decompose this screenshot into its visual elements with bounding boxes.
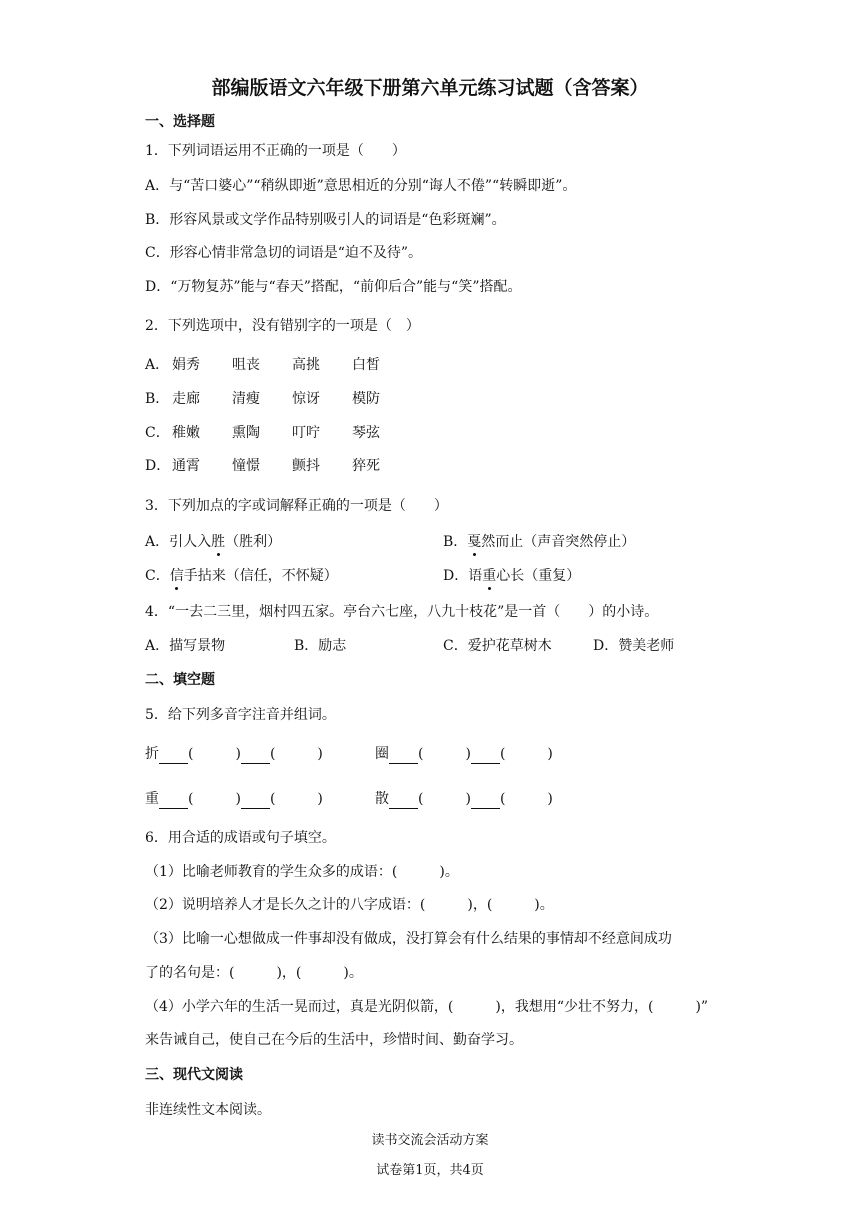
option-word: 猝死 xyxy=(352,458,380,474)
reading-intro: 非连续性文本阅读。 xyxy=(145,1102,271,1118)
page-title: 部编版语文六年级下册第六单元练习试题（含答案） xyxy=(211,77,649,99)
question-6-item-3a: （3）比喻一心想做成一件事却没有做成，没打算会有什么结果的事情却不经意间成功 xyxy=(145,931,672,947)
option-label: D． xyxy=(145,458,171,474)
polyphone-item xyxy=(145,745,323,764)
polyphone-item xyxy=(375,790,553,809)
question-6-item-4b: 来告诫自己，使自己在今后的生活中，珍惜时间、勤奋学习。 xyxy=(145,1032,523,1048)
question-3-option-c xyxy=(145,567,338,585)
question-5-stem: 5．给下列多音字注音并组词。 xyxy=(145,707,336,723)
option-text: 然而止（声音突然停止） xyxy=(481,534,636,550)
question-1-option-a: A．与“苦口婆心”“稍纵即逝”意思相近的分别“诲人不倦”“转瞬即逝”。 xyxy=(145,178,577,194)
question-2-option-a xyxy=(145,356,380,374)
question-1-option-b: B．形容风景或文学作品特别吸引人的词语是“色彩斑斓”。 xyxy=(145,212,506,228)
question-4-option-c: C．爱护花草树木 xyxy=(443,638,552,654)
pinyin-paren: ( ) xyxy=(188,791,241,807)
section-heading-reading: 三、现代文阅读 xyxy=(145,1067,243,1083)
dotted-char: 胜 xyxy=(211,534,226,550)
answer-blank[interactable] xyxy=(241,745,270,764)
question-3-option-a xyxy=(145,533,281,551)
option-word: 惊讶 xyxy=(292,391,320,407)
option-word: 白皙 xyxy=(352,357,380,373)
option-word: 高挑 xyxy=(292,357,320,373)
answer-blank[interactable] xyxy=(389,745,418,764)
pinyin-paren: ( ) xyxy=(499,791,553,807)
option-word: 叮咛 xyxy=(292,425,320,441)
pinyin-paren: ( ) xyxy=(499,746,553,762)
question-6-stem: 6．用合适的成语或句子填空。 xyxy=(145,830,336,846)
option-text: C． xyxy=(145,568,170,584)
section-heading-fill: 二、填空题 xyxy=(145,672,215,688)
pinyin-paren: ( ) xyxy=(188,746,241,762)
dotted-char: 信 xyxy=(169,568,184,584)
pinyin-paren: ( ) xyxy=(269,746,323,762)
question-1-stem: 1．下列词语运用不正确的一项是（ ） xyxy=(145,143,406,159)
question-6-item-1: （1）比喻老师教育的学生众多的成语：( )。 xyxy=(145,864,459,880)
pinyin-paren: ( ) xyxy=(269,791,323,807)
polyphone-char: 折 xyxy=(145,746,159,762)
answer-blank[interactable] xyxy=(389,790,418,809)
answer-blank[interactable] xyxy=(159,745,188,764)
question-3-option-b xyxy=(443,533,635,551)
question-2-option-b xyxy=(145,390,380,408)
section-heading-choice: 一、选择题 xyxy=(145,114,215,130)
answer-blank[interactable] xyxy=(471,790,500,809)
question-3-stem: 3．下列加点的字或词解释正确的一项是（ ） xyxy=(145,498,448,514)
dotted-char: 重 xyxy=(482,568,497,584)
option-word: 颤抖 xyxy=(292,458,320,474)
question-2-option-d xyxy=(145,457,380,475)
option-text: （胜利） xyxy=(225,534,282,550)
question-4-stem: 4．“一去二三里，烟村四五家。亭台六七座，八九十枝花”是一首（ ）的小诗。 xyxy=(145,604,659,620)
question-3-option-d xyxy=(443,567,580,585)
option-text: A．引人入 xyxy=(145,534,212,550)
question-1-option-d: D．“万物复苏”能与“春天”搭配，“前仰后合”能与“笑”搭配。 xyxy=(145,279,522,295)
option-word: 稚嫩 xyxy=(172,425,200,441)
option-word: 通霄 xyxy=(172,458,200,474)
question-4-option-d: D．赞美老师 xyxy=(593,638,675,654)
option-label: B． xyxy=(145,391,170,407)
option-text: B． xyxy=(443,534,468,550)
question-2-option-c xyxy=(145,424,380,442)
option-word: 琴弦 xyxy=(352,425,380,441)
option-word: 娟秀 xyxy=(172,357,200,373)
question-4-option-a: A．描写景物 xyxy=(145,638,226,654)
reading-subtitle: 读书交流会活动方案 xyxy=(371,1133,489,1148)
pinyin-paren: ( ) xyxy=(418,746,471,762)
option-text: 心长（重复） xyxy=(496,568,581,584)
polyphone-item xyxy=(375,745,553,764)
option-word: 咀丧 xyxy=(232,357,260,373)
option-word: 憧憬 xyxy=(232,458,260,474)
question-4-option-b: B．励志 xyxy=(294,638,347,654)
answer-blank[interactable] xyxy=(241,790,270,809)
answer-blank[interactable] xyxy=(159,790,188,809)
polyphone-char: 重 xyxy=(145,791,159,807)
option-text: D．语 xyxy=(443,568,483,584)
question-1-option-c: C．形容心情非常急切的词语是“迫不及待”。 xyxy=(145,245,423,261)
option-label: C． xyxy=(145,425,170,441)
answer-blank[interactable] xyxy=(471,745,500,764)
option-text: 手拈来（信任，不怀疑） xyxy=(183,568,338,584)
option-word: 熏陶 xyxy=(232,425,260,441)
page-footer: 试卷第1页，共4页 xyxy=(376,1163,484,1178)
option-word: 模防 xyxy=(352,391,380,407)
question-6-item-2: （2）说明培养人才是长久之计的八字成语：( )，( )。 xyxy=(145,897,554,913)
polyphone-char: 圈 xyxy=(375,746,389,762)
pinyin-paren: ( ) xyxy=(418,791,471,807)
option-word: 走廊 xyxy=(172,391,200,407)
question-6-item-3b: 了的名句是：( )，( )。 xyxy=(145,965,363,981)
question-2-stem: 2．下列选项中，没有错别字的一项是（ ） xyxy=(145,318,420,334)
option-word: 清瘦 xyxy=(232,391,260,407)
dotted-char: 戛 xyxy=(467,534,482,550)
option-label: A． xyxy=(145,357,170,373)
polyphone-item xyxy=(145,790,323,809)
polyphone-char: 散 xyxy=(375,791,389,807)
question-6-item-4a: （4）小学六年的生活一晃而过，真是光阴似箭，( )，我想用“少壮不努力，( )” xyxy=(145,999,709,1015)
